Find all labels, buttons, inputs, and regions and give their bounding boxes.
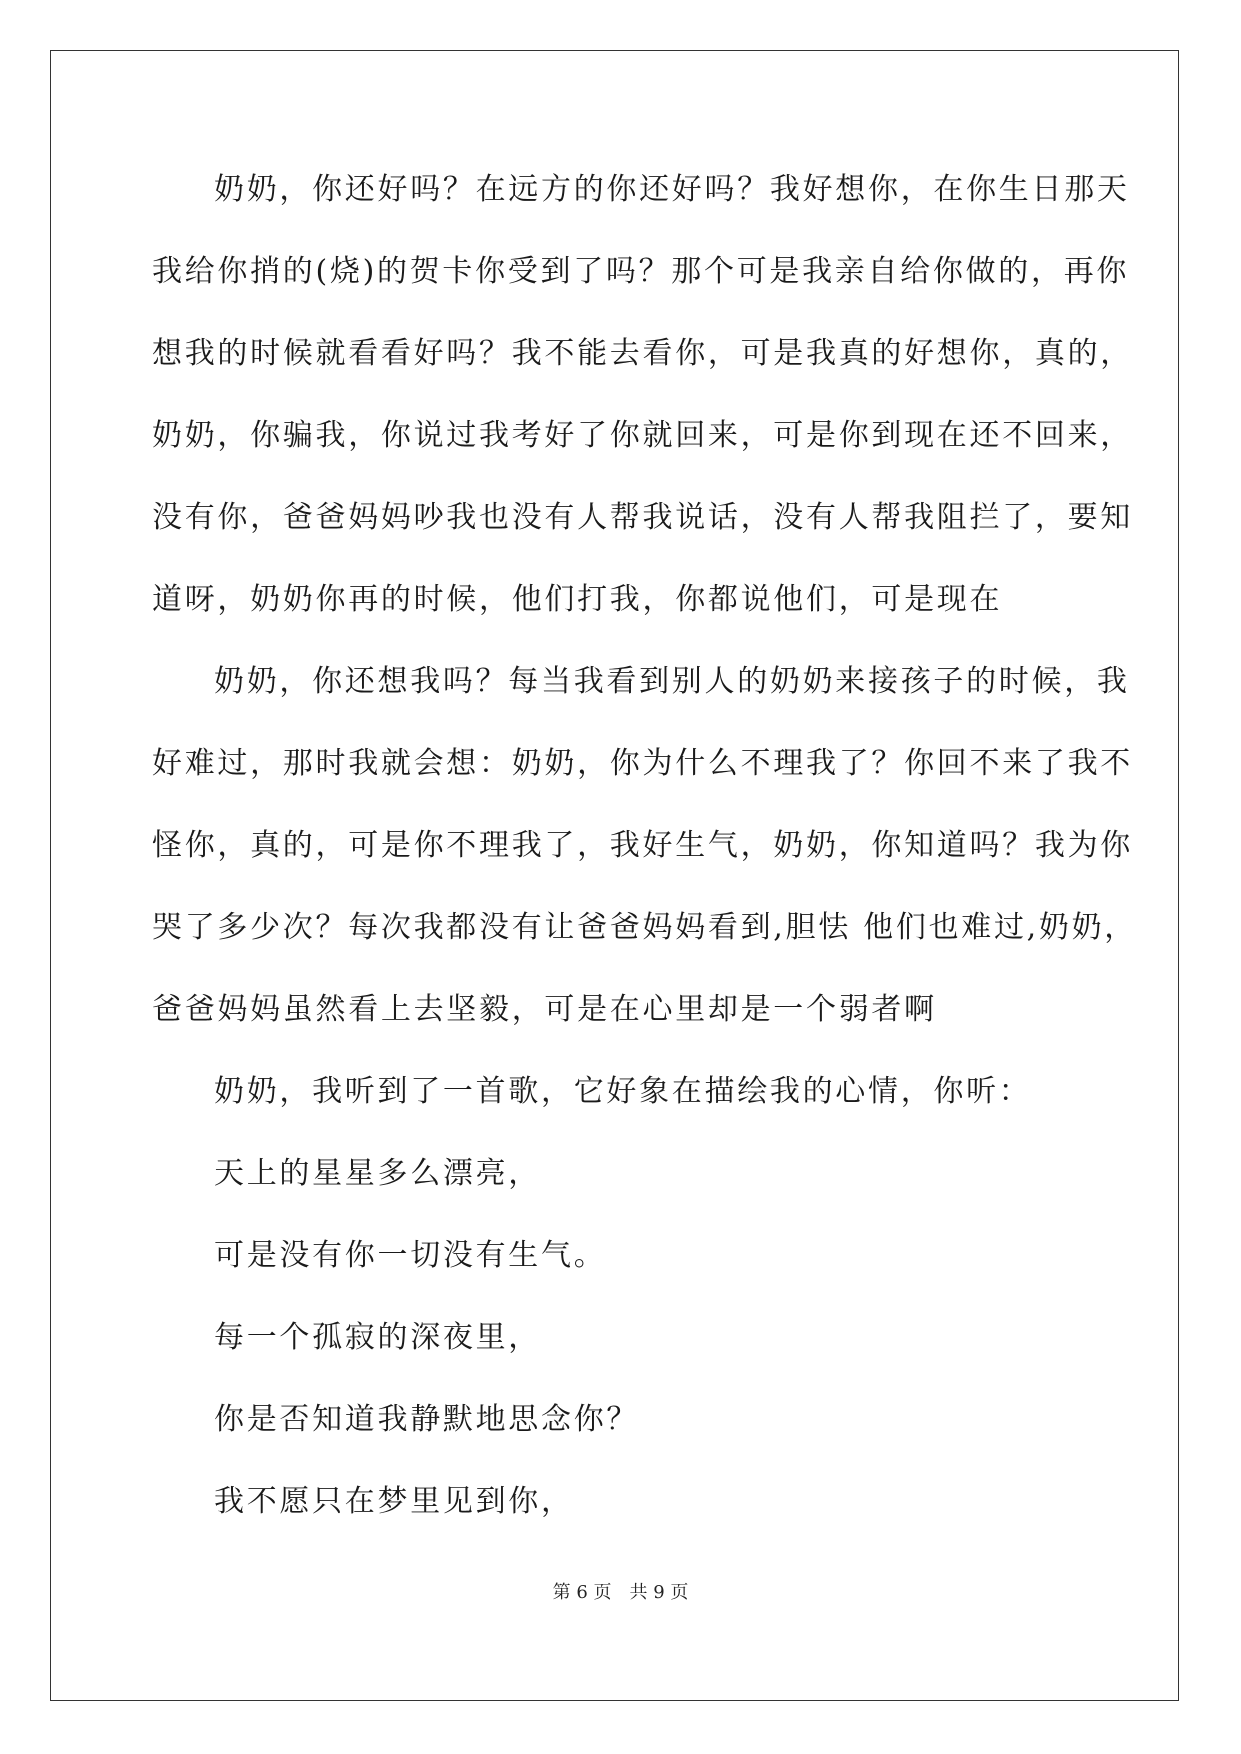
paragraph-line: 好难过，那时我就会想：奶奶，你为什么不理我了？你回不来了我不 <box>152 746 1133 781</box>
paragraph-3 <box>152 1062 1092 1144</box>
verse-line: 你是否知道我静默地思念你？ <box>214 1402 640 1437</box>
paragraph-1 <box>152 160 1133 652</box>
paragraph-line: 想我的时候就看看好吗？我不能去看你，可是我真的好想你，真的， <box>152 336 1133 371</box>
paragraph-line: 我给你捎的(烧)的贺卡你受到了吗？那个可是我亲自给你做的，再你 <box>152 254 1130 289</box>
document-body <box>152 160 1138 1554</box>
page-number: 第 6 页 共 9 页 <box>552 1582 689 1603</box>
paragraph-line: 爸爸妈妈虽然看上去坚毅，可是在心里却是一个弱者啊 <box>152 992 937 1027</box>
paragraph-line: 奶奶，你还好吗？在远方的你还好吗？我好想你，在你生日那天 <box>214 172 1130 207</box>
paragraph-line: 奶奶，我听到了一首歌，它好象在描绘我的心情，你听： <box>214 1074 1032 1109</box>
paragraph-2 <box>152 652 1138 1062</box>
song-verses <box>152 1144 1092 1554</box>
paragraph-line: 哭了多少次？每次我都没有让爸爸妈妈看到,胆怯 他们也难过,奶奶， <box>152 910 1138 945</box>
paragraph-line: 没有你，爸爸妈妈吵我也没有人帮我说话，没有人帮我阻拦了，要知 <box>152 500 1133 535</box>
verse-line: 天上的星星多么漂亮， <box>214 1156 541 1191</box>
verse-line: 我不愿只在梦里见到你， <box>214 1484 574 1519</box>
verse-line: 每一个孤寂的深夜里， <box>214 1320 541 1355</box>
verse-line: 可是没有你一切没有生气。 <box>214 1238 607 1273</box>
paragraph-line: 怪你，真的，可是你不理我了，我好生气，奶奶，你知道吗？我为你 <box>152 828 1133 863</box>
paragraph-line: 奶奶，你骗我，你说过我考好了你就回来，可是你到现在还不回来， <box>152 418 1133 453</box>
paragraph-line: 奶奶，你还想我吗？每当我看到别人的奶奶来接孩子的时候，我 <box>214 664 1130 699</box>
paragraph-line: 道呀，奶奶你再的时候，他们打我，你都说他们，可是现在 <box>152 582 1003 617</box>
